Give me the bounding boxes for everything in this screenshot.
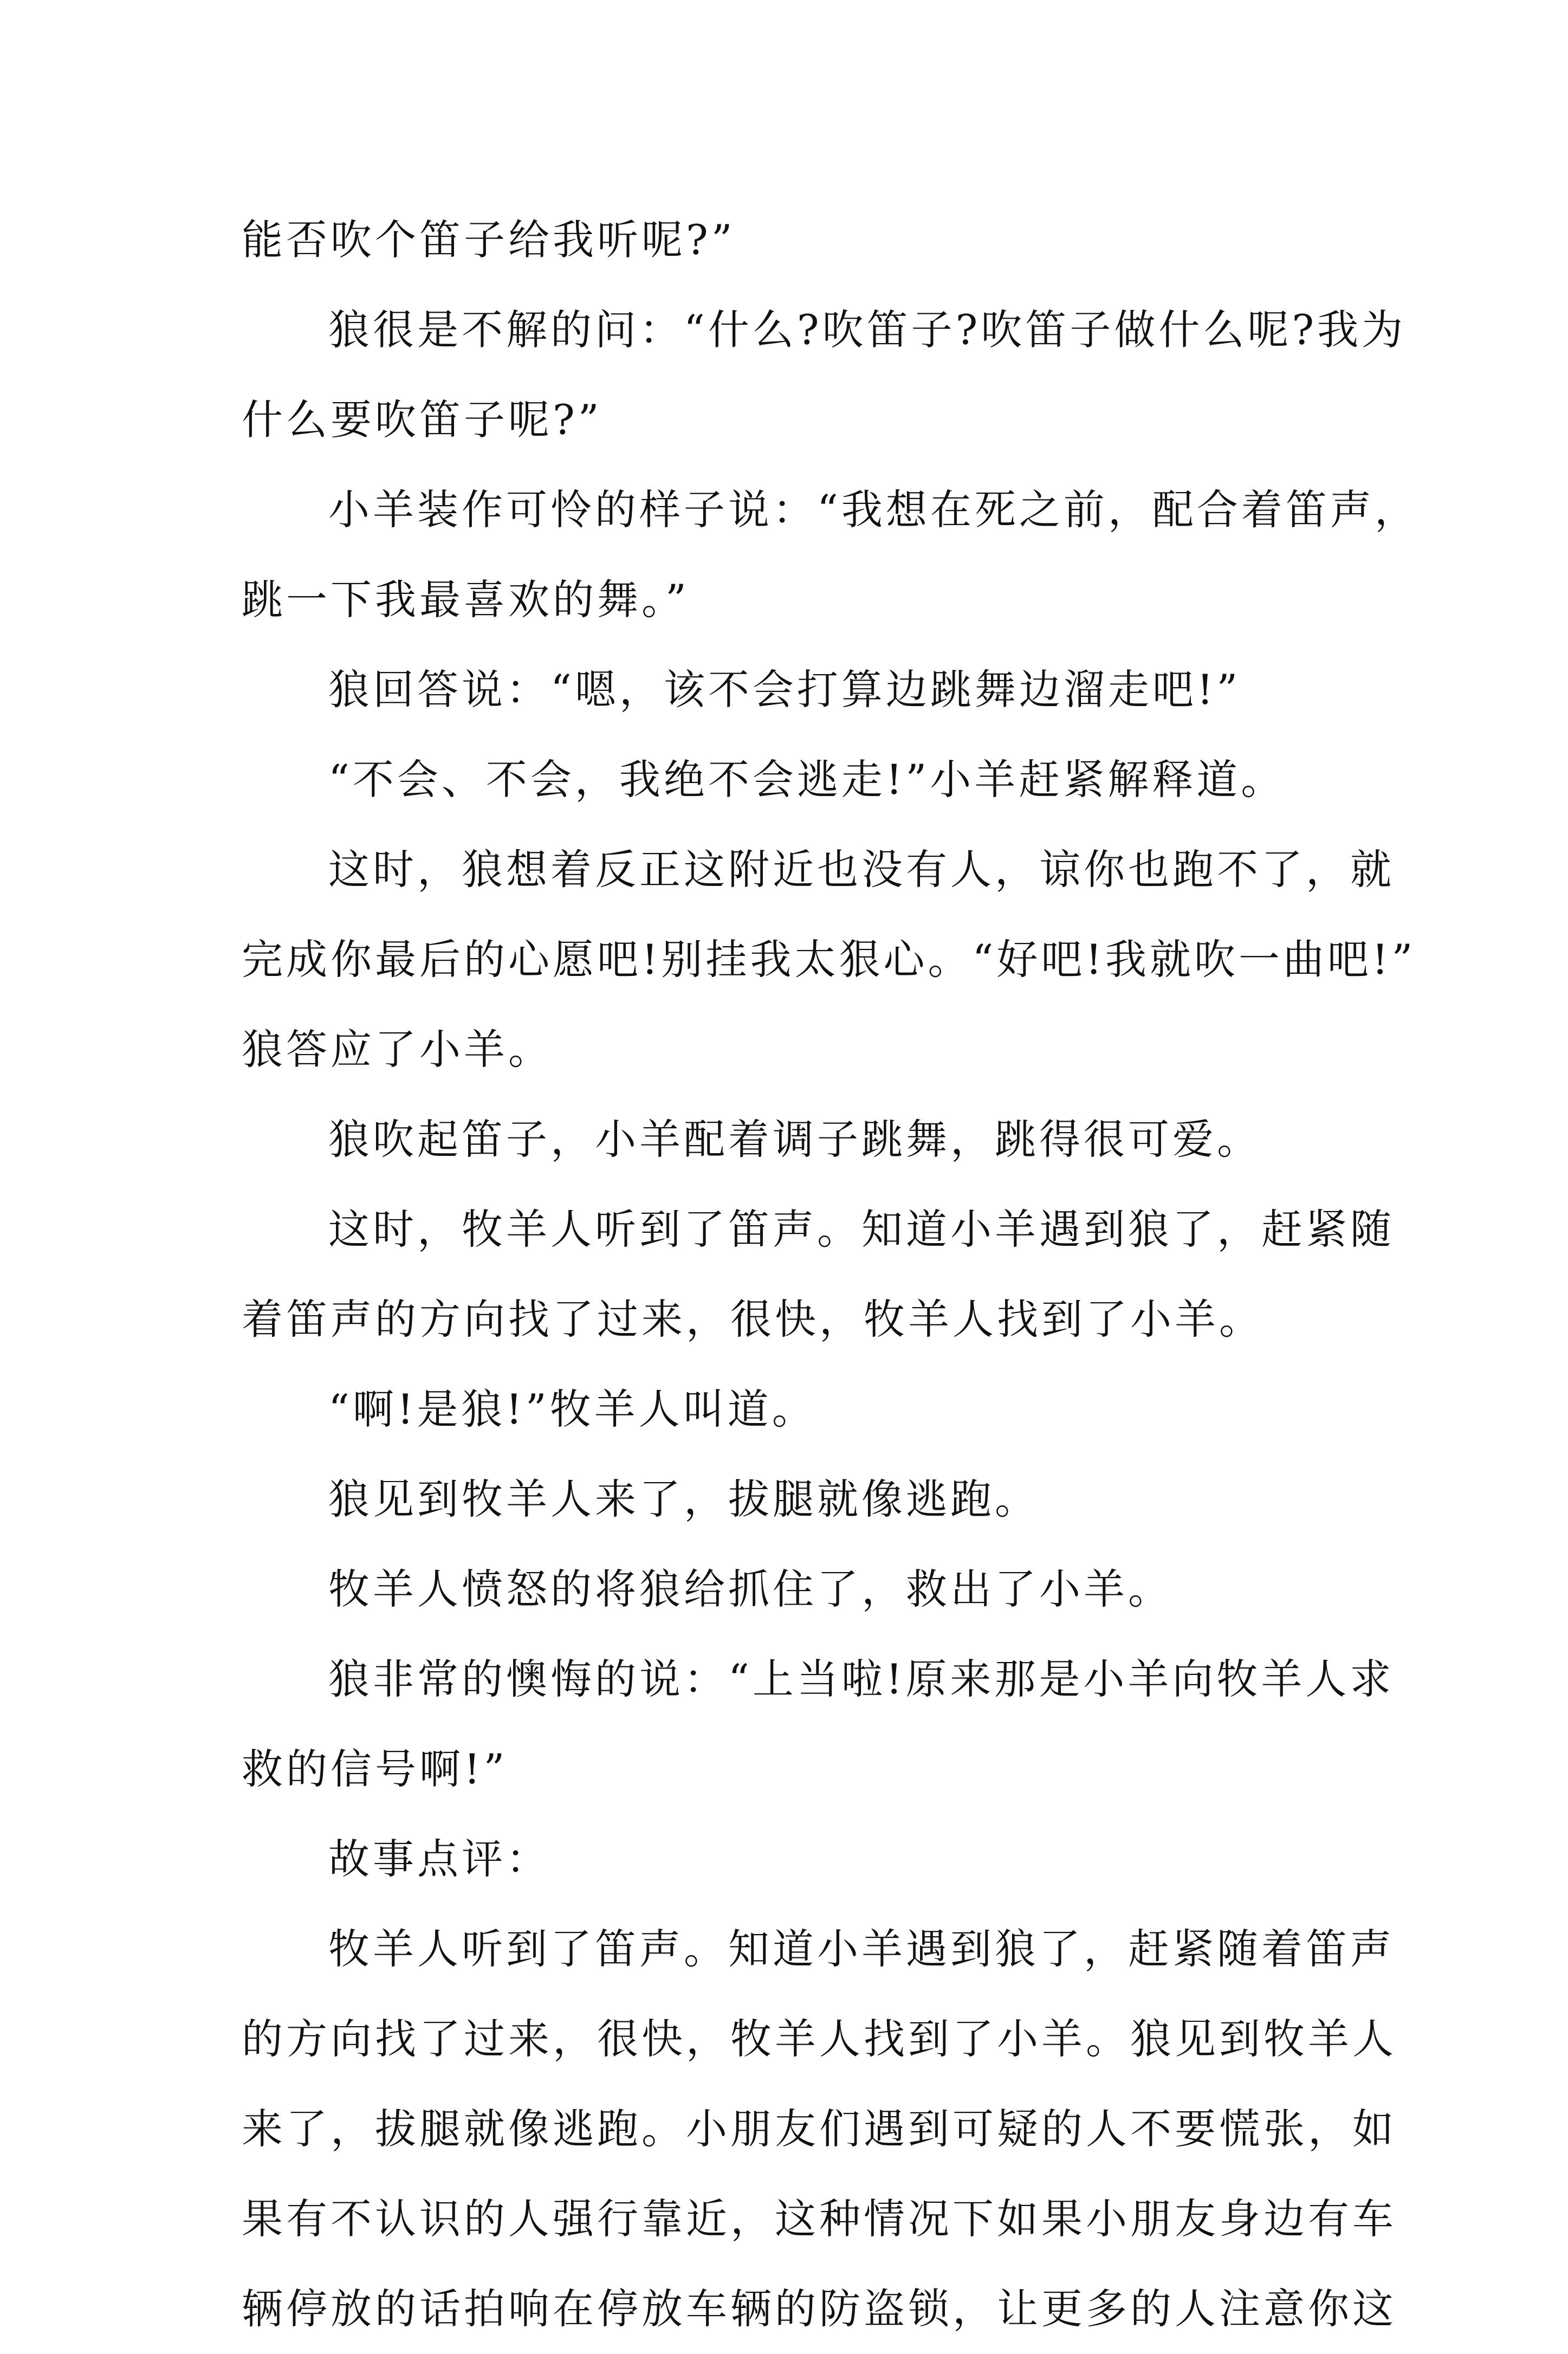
paragraph — [242, 735, 1390, 825]
text-line: 狼非常的懊悔的说：“上当啦!原来那是小羊向牧羊人求 — [328, 1655, 1395, 1703]
paragraph — [242, 1544, 1390, 1634]
paragraph — [242, 825, 1416, 1095]
paragraph — [242, 1814, 1390, 1904]
text-line: 小羊装作可怜的样子说：“我想在死之前，配合着笛声， — [328, 486, 1419, 534]
text-line: “啊!是狼!”牧羊人叫道。 — [328, 1385, 817, 1433]
text-line: 牧羊人愤怒的将狼给抓住了，救出了小羊。 — [328, 1565, 1172, 1613]
text-line: 这时，牧羊人听到了笛声。知道小羊遇到狼了，赶紧随 — [328, 1205, 1395, 1253]
text-line: “不会、不会，我绝不会逃走!”小羊赶紧解释道。 — [328, 755, 1286, 804]
text-line: 狼吹起笛子，小羊配着调子跳舞，跳得很可爱。 — [328, 1115, 1261, 1163]
document-body — [242, 195, 1419, 2354]
paragraph — [242, 465, 1419, 645]
paragraph — [242, 1634, 1395, 1814]
paragraph — [242, 1454, 1390, 1544]
text-line: 什么要吹笛子呢?” — [242, 396, 602, 444]
text-line: 的方向找了过来，很快，牧羊人找到了小羊。狼见到牧羊人 — [242, 2015, 1397, 2063]
text-line: 着笛声的方向找了过来，很快，牧羊人找到了小羊。 — [242, 1295, 1264, 1343]
text-line: 果有不认识的人强行靠近，这种情况下如果小朋友身边有车 — [242, 2195, 1397, 2243]
paragraph — [242, 195, 1390, 285]
text-line: 狼很是不解的问：“什么?吹笛子?吹笛子做什么呢?我为 — [328, 306, 1407, 354]
paragraph — [242, 1364, 1390, 1454]
paragraph — [242, 1904, 1397, 2354]
paragraph — [242, 645, 1390, 735]
text-line: 牧羊人听到了笛声。知道小羊遇到狼了，赶紧随着笛声 — [328, 1925, 1395, 1973]
text-line: 能否吹个笛子给我听呢?” — [242, 216, 736, 264]
text-line: 故事点评： — [328, 1835, 550, 1883]
paragraph — [242, 1185, 1395, 1364]
text-line: 救的信号啊!” — [242, 1745, 508, 1793]
text-line: 来了，拔腿就像逃跑。小朋友们遇到可疑的人不要慌张，如 — [242, 2105, 1397, 2153]
text-line: 狼答应了小羊。 — [242, 1025, 553, 1073]
paragraph — [242, 1095, 1390, 1185]
text-line: 辆停放的话拍响在停放车辆的防盗锁，让更多的人注意你这 — [242, 2285, 1397, 2333]
text-line: 跳一下我最喜欢的舞。” — [242, 575, 690, 624]
text-line: 狼回答说：“嗯，该不会打算边跳舞边溜走吧!” — [328, 665, 1241, 714]
text-line: 完成你最后的心愿吧!别挂我太狠心。“好吧!我就吹一曲吧!” — [242, 935, 1416, 984]
text-line: 狼见到牧羊人来了，拔腿就像逃跑。 — [328, 1475, 1039, 1523]
text-line: 这时，狼想着反正这附近也没有人，谅你也跑不了，就 — [328, 845, 1395, 894]
paragraph — [242, 285, 1407, 465]
